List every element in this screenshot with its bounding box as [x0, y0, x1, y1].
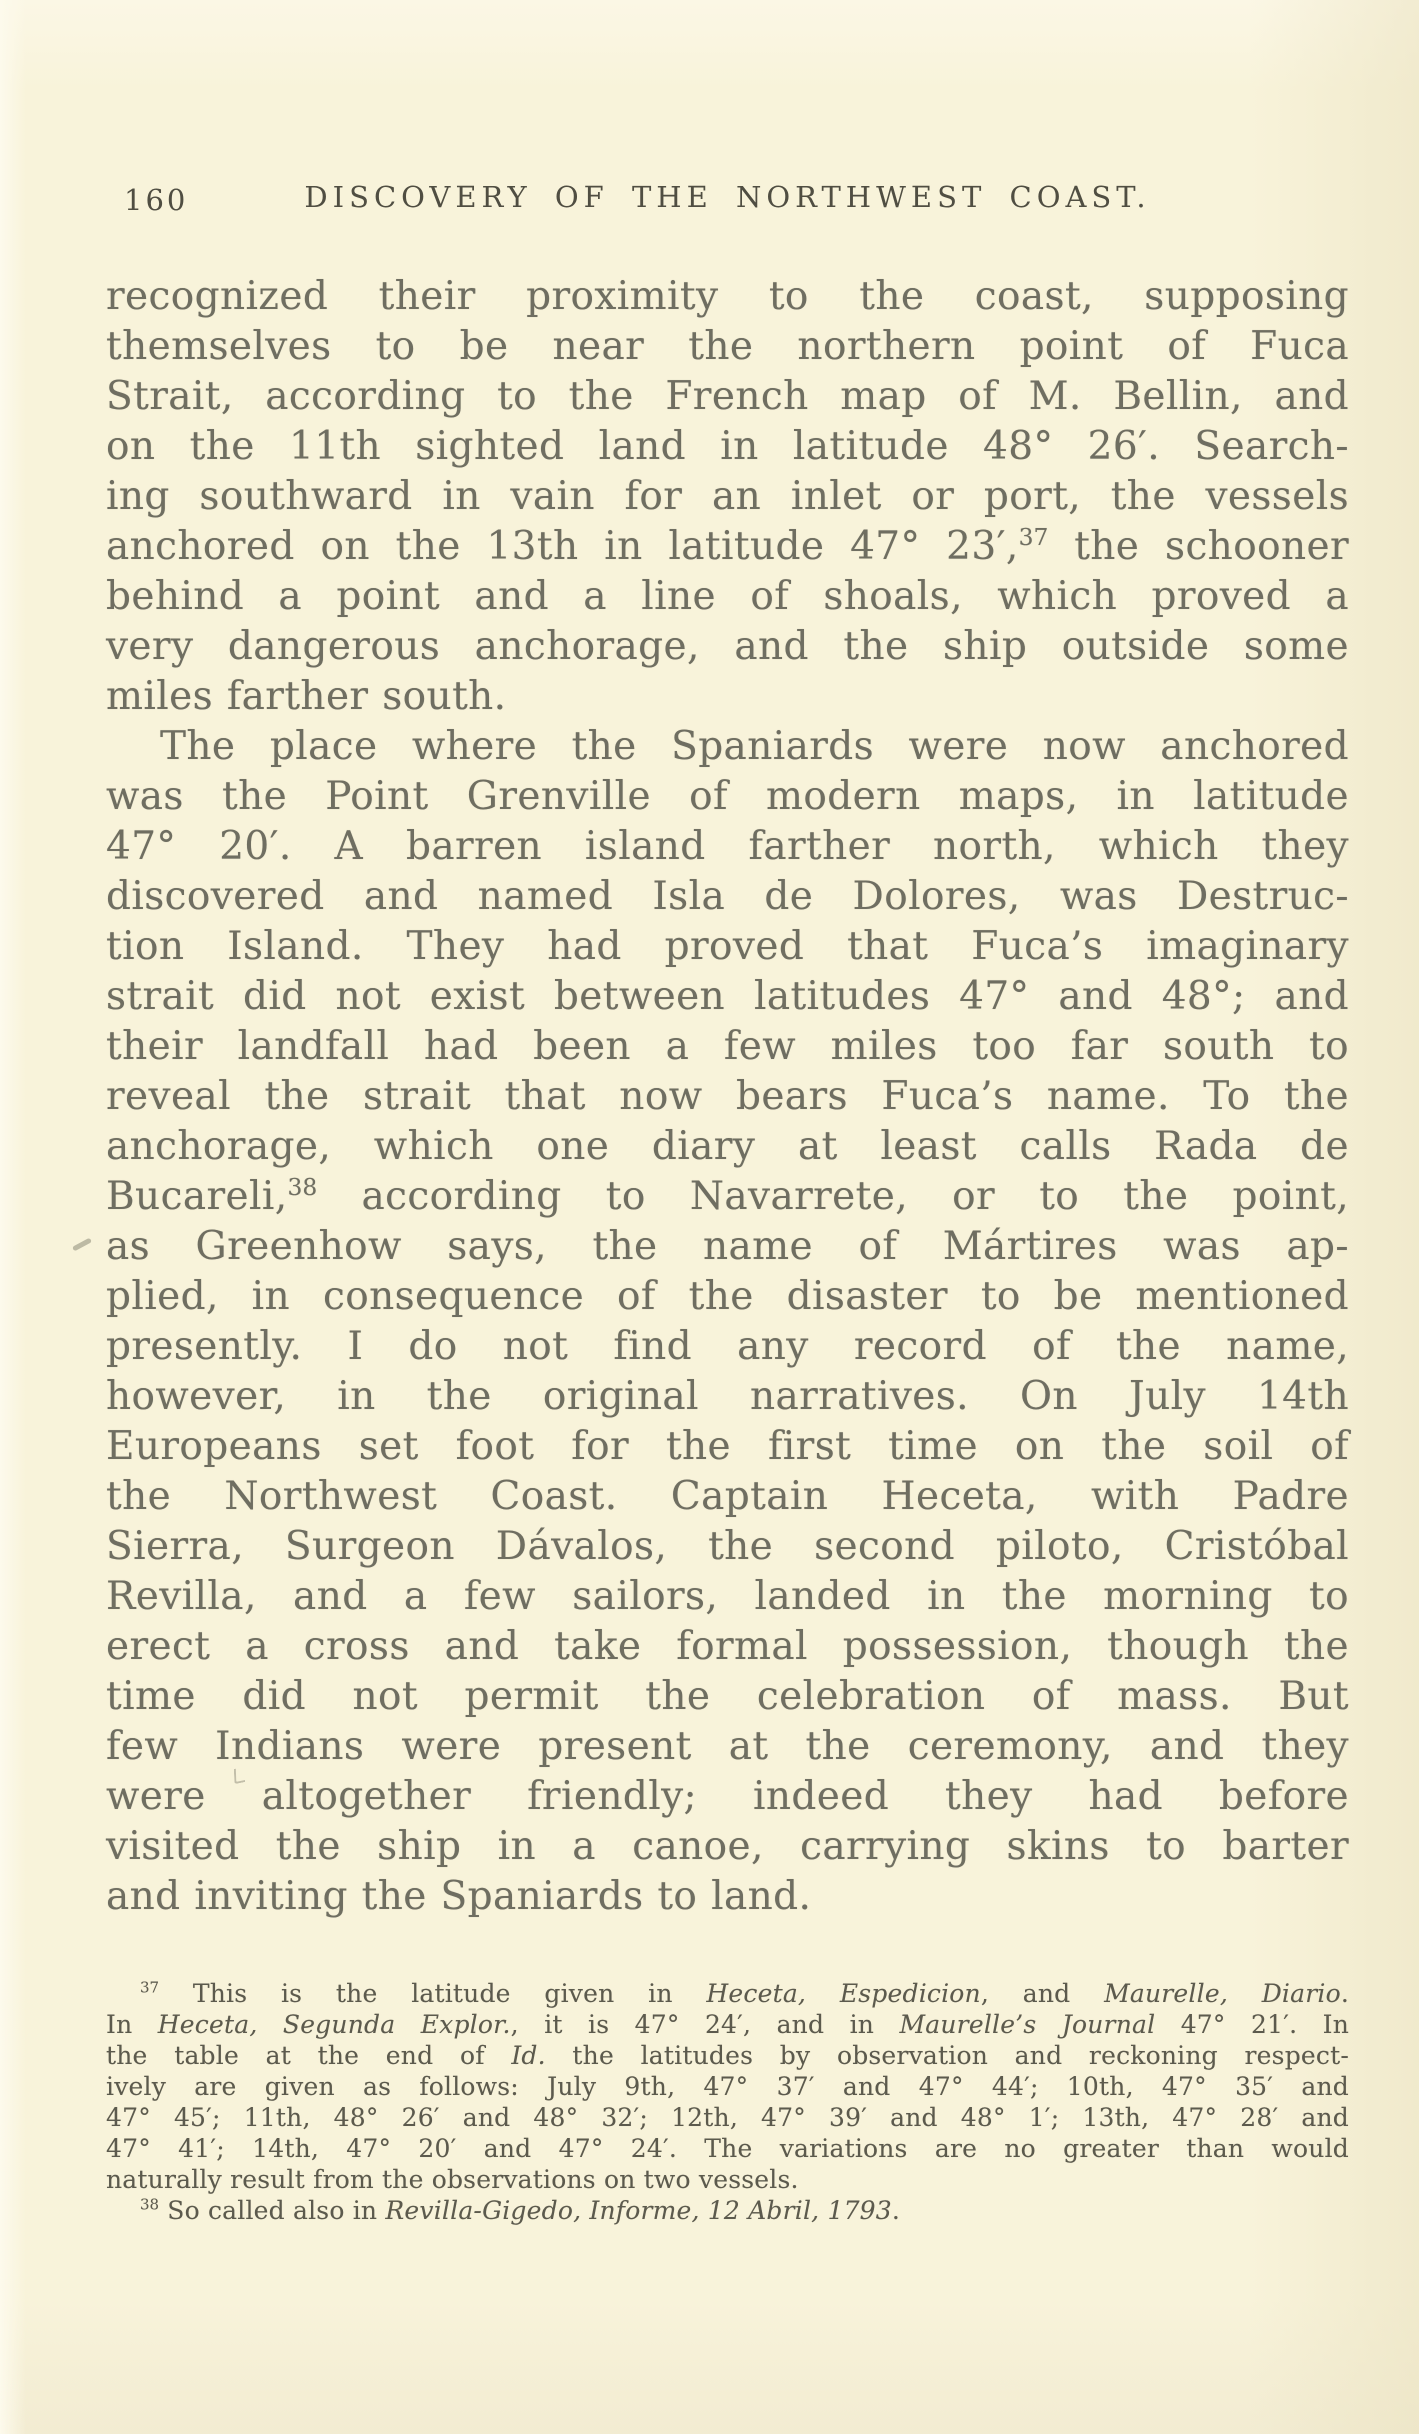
text-line: behind a point and a line of shoals, which proved a — [106, 574, 1349, 619]
footnote-line: $^{37}$ This is the latitude given in Heceta, Espedicion, and Maurelle, Diario. — [140, 1978, 1349, 2008]
scan-artifact — [72, 1238, 92, 1252]
footnotes — [106, 1978, 1349, 2226]
text-line: Strait, according to the French map of M. Bellin, and — [106, 374, 1349, 419]
text-line: as Greenhow says, the name of Mártires was ap- — [106, 1224, 1349, 1269]
text-line: was the Point Grenville of modern maps, in latitude — [106, 774, 1349, 819]
footnote-line: naturally result from the observations on two vessels. — [106, 2165, 799, 2194]
text-line: The place where the Spaniards were now anchored — [160, 724, 1349, 769]
text-line: miles farther south. — [106, 674, 507, 719]
paragraph-continued — [106, 272, 1349, 722]
running-title: DISCOVERY OF THE NORTHWEST COAST. — [304, 180, 1151, 214]
text-line: the Northwest Coast. Captain Heceta, with Padre — [106, 1474, 1349, 1519]
text-line: on the 11th sighted land in latitude 48° 26′. Search- — [106, 424, 1349, 469]
text-line: Revilla, and a few sailors, landed in the morning to — [106, 1574, 1349, 1619]
text-line: anchorage, which one diary at least calls Rada de — [106, 1124, 1349, 1169]
text-line: Sierra, Surgeon Dávalos, the second piloto, Cristóbal — [106, 1524, 1349, 1569]
text-line: plied, in consequence of the disaster to be mentioned — [106, 1274, 1349, 1319]
footnote-line: the table at the end of Id. the latitudes by observation and reckoning respect- — [106, 2041, 1349, 2070]
text-line: their landfall had been a few miles too far south to — [106, 1024, 1349, 1069]
text-line: Bucareli,$^{38}$ according to Navarrete, or to the point, — [106, 1173, 1349, 1219]
text-line: and inviting the Spaniards to land. — [106, 1874, 812, 1919]
page-number: 160 — [124, 183, 189, 217]
footnote-line: In Heceta, Segunda Explor., it is 47° 24′, and in Maurelle’s Journal 47° 21′. In — [106, 2010, 1350, 2039]
text-line: Europeans set foot for the first time on the soil of — [106, 1424, 1349, 1469]
text-line: few Indians were present at the ceremony, and they — [106, 1724, 1349, 1769]
text-line: visited the ship in a canoe, carrying skins to barter — [106, 1824, 1349, 1869]
text-line: ing southward in vain for an inlet or port, the vessels — [106, 474, 1349, 519]
text-line: recognized their proximity to the coast, supposing — [106, 274, 1349, 319]
footnote-line: 47° 41′; 14th, 47° 20′ and 47° 24′. The variations are no greater than would — [106, 2134, 1349, 2163]
page-header — [106, 180, 1349, 220]
text-line: reveal the strait that now bears Fuca’s name. To the — [106, 1074, 1349, 1119]
text-line: presently. I do not find any record of the name, — [106, 1324, 1349, 1369]
footnote-37 — [106, 1978, 1349, 2195]
text-line: were altogether friendly; indeed they had before — [106, 1774, 1349, 1819]
footnote-line: 47° 45′; 11th, 48° 26′ and 48° 32′; 12th, 47° 39′ and 48° 1′; 13th, 47° 28′ and — [106, 2103, 1349, 2132]
text-line: time did not permit the celebration of mass. But — [106, 1674, 1349, 1719]
body-text — [106, 272, 1349, 1922]
text-line: themselves to be near the northern point of Fuca — [106, 324, 1349, 369]
footnote-38 — [106, 2195, 1349, 2226]
text-line: tion Island. They had proved that Fuca’s imaginary — [106, 924, 1349, 969]
footnote-line: ively are given as follows: July 9th, 47° 37′ and 47° 44′; 10th, 47° 35′ and — [106, 2072, 1349, 2101]
text-line: strait did not exist between latitudes 47° and 48°; and — [106, 974, 1349, 1019]
text-line: very dangerous anchorage, and the ship outside some — [106, 624, 1349, 669]
footnote-line: $^{38}$ So called also in Revilla-Gigedo, Informe, 12 Abril, 1793. — [140, 2195, 901, 2225]
text-line: discovered and named Isla de Dolores, was Destruc- — [106, 874, 1349, 919]
paragraph — [106, 722, 1349, 1922]
text-line: anchored on the 13th in latitude 47° 23′,$^{37}$ the schooner — [106, 523, 1349, 569]
text-line: however, in the original narratives. On July 14th — [106, 1374, 1349, 1419]
text-line: 47° 20′. A barren island farther north, which they — [106, 824, 1349, 869]
text-line: erect a cross and take formal possession, though the — [106, 1624, 1349, 1669]
